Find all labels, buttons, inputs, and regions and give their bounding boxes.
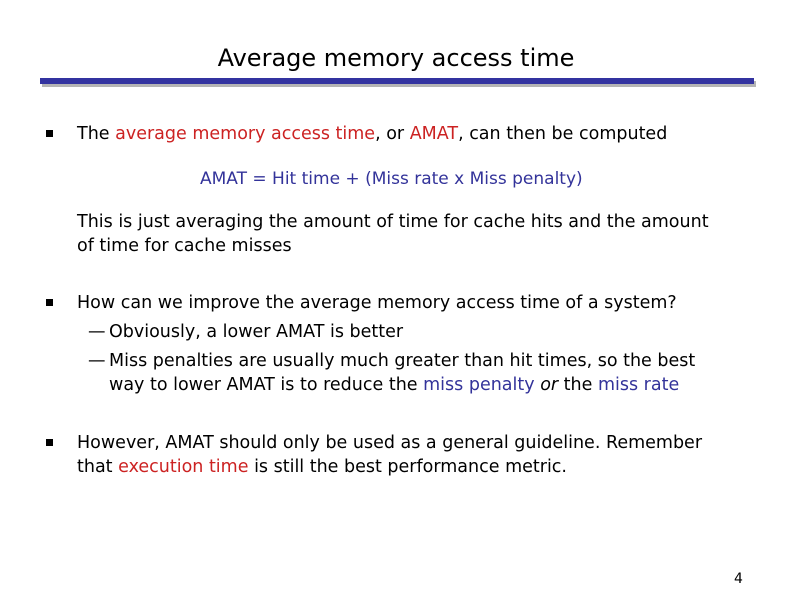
b1-pre: The xyxy=(77,124,116,144)
bullet-marker xyxy=(46,439,53,446)
term-miss-rate: miss rate xyxy=(597,375,680,395)
page-number: 4 xyxy=(734,571,743,587)
dash-marker: — xyxy=(88,351,106,371)
bullet-3-line-2 xyxy=(77,455,567,479)
title-rule xyxy=(40,78,754,84)
word-or: or xyxy=(540,375,559,395)
explanation-line-1: This is just averaging the amount of time for cache hits and the amount xyxy=(77,212,709,232)
sub-bullet-2-line-2 xyxy=(109,373,679,397)
bullet-1-text xyxy=(77,122,667,146)
term-amat: AMAT xyxy=(409,124,459,144)
slide-title: Average memory access time xyxy=(217,44,575,72)
bullet-marker xyxy=(46,130,53,137)
term-execution-time: execution time xyxy=(118,457,249,477)
bullet-3-line-1: However, AMAT should only be used as a general guideline. Remember xyxy=(77,433,703,453)
b3-pre: that xyxy=(77,457,119,477)
b1-post: , can then be computed xyxy=(458,124,668,144)
dash2-the: the xyxy=(558,375,598,395)
bullet-marker xyxy=(46,299,53,306)
term-miss-penalty: miss penalty xyxy=(423,375,535,395)
b3-post: is still the best performance metric. xyxy=(248,457,567,477)
bullet-2-text: How can we improve the average memory access time of a system? xyxy=(77,293,677,313)
dash-marker: — xyxy=(88,322,106,342)
explanation-line-2: of time for cache misses xyxy=(77,236,292,256)
dash2-pre: way to lower AMAT is to reduce the xyxy=(109,375,424,395)
sub-bullet-2-line-1: Miss penalties are usually much greater than hit times, so the best xyxy=(109,351,696,371)
b1-mid: , or xyxy=(375,124,410,144)
sub-bullet-1-text: Obviously, a lower AMAT is better xyxy=(109,322,404,342)
amat-formula: AMAT = Hit time + (Miss rate x Miss penalty) xyxy=(200,169,583,189)
term-average-memory-access-time: average memory access time xyxy=(115,124,376,144)
